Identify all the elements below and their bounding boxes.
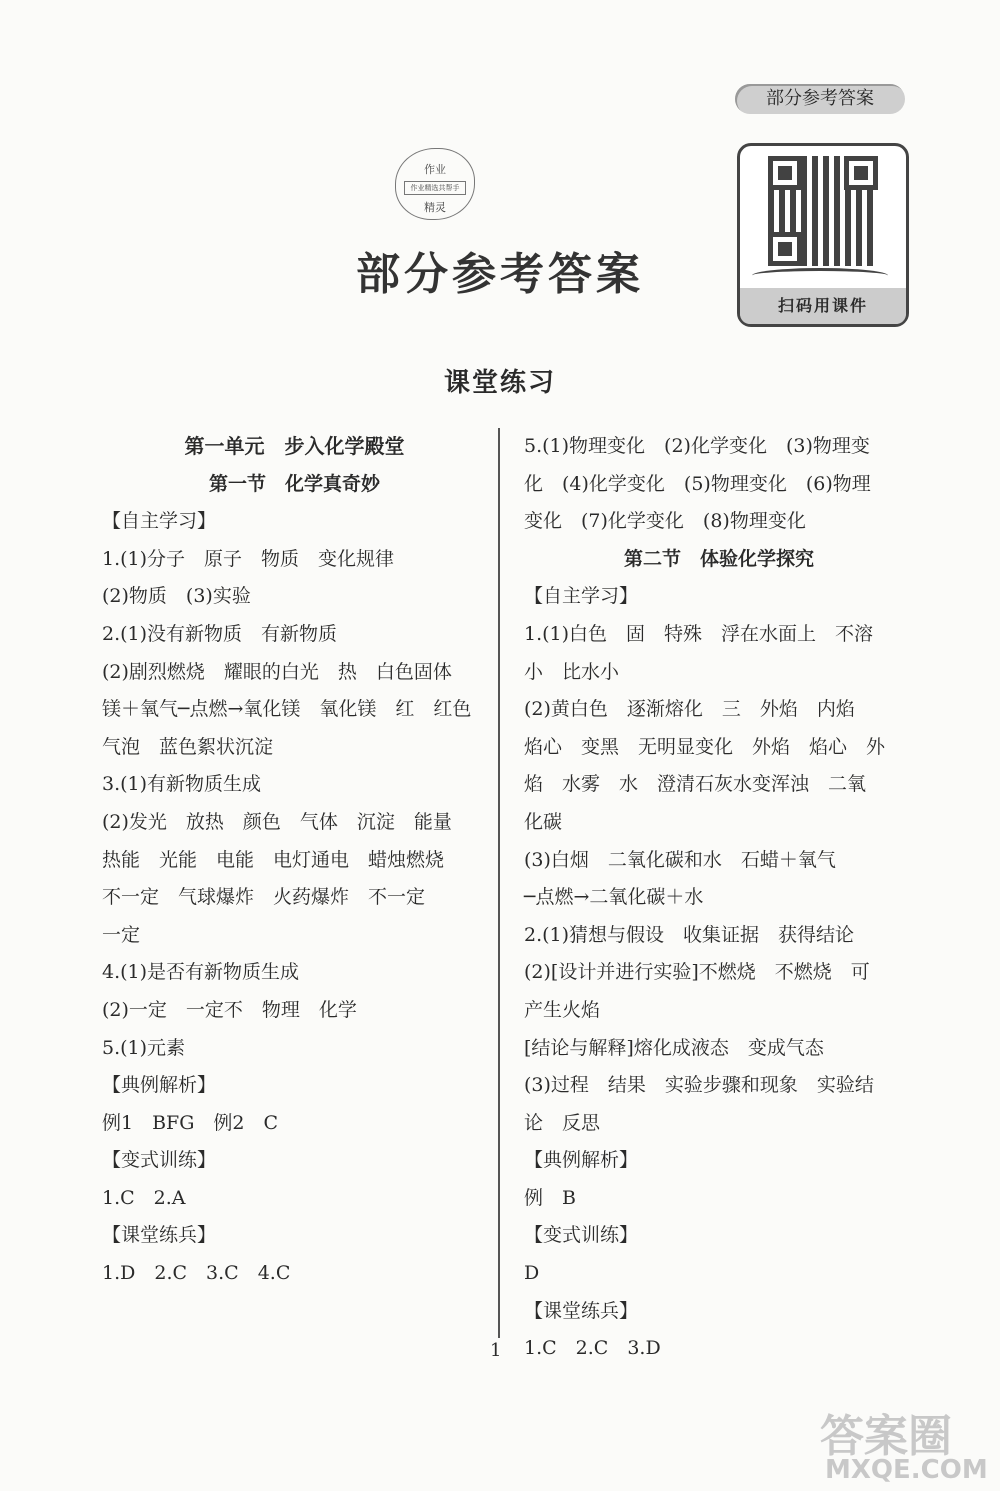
answer-line: 焰心 变黑 无明显变化 外焰 焰心 外 bbox=[524, 735, 886, 758]
answer-line: 变化 (7)化学变化 (8)物理变化 bbox=[524, 510, 806, 533]
watermark-logo: 答案圈 bbox=[820, 1411, 952, 1462]
answer-line: 【典例解析】 bbox=[524, 1149, 639, 1172]
qr-finder-icon bbox=[768, 156, 802, 190]
answer-line: 【课堂练兵】 bbox=[524, 1299, 639, 1322]
answer-line: 3.(1)有新物质生成 bbox=[102, 773, 262, 796]
watermark-url: MXQE.COM bbox=[825, 1455, 988, 1485]
answer-line: 化碳 bbox=[524, 810, 563, 833]
right-column bbox=[524, 428, 914, 1368]
answer-line: 4.(1)是否有新物质生成 bbox=[102, 961, 300, 984]
qr-label: 扫码用课件 bbox=[740, 288, 906, 324]
answer-line: 1.D 2.C 3.C 4.C bbox=[102, 1262, 291, 1285]
qr-code-box[interactable] bbox=[737, 143, 909, 327]
section-heading: 第一单元 步入化学殿堂 bbox=[184, 434, 405, 458]
answer-line: 1.(1)分子 原子 物质 变化规律 bbox=[102, 547, 395, 570]
answer-line: 化 (4)化学变化 (5)物理变化 (6)物理 bbox=[524, 472, 871, 495]
answer-line: (3)白烟 二氧化碳和水 石蜡＋氧气 bbox=[524, 848, 836, 871]
answer-line: (2)物质 (3)实验 bbox=[102, 585, 251, 608]
stamp-line3: 精灵 bbox=[424, 201, 446, 214]
section-heading: 第二节 体验化学探究 bbox=[623, 547, 814, 570]
answer-line: (3)过程 结果 实验步骤和现象 实验结 bbox=[524, 1074, 874, 1097]
answer-line: 镁＋氧气─点燃→氧化镁 氧化镁 红 红色 bbox=[102, 698, 472, 721]
qr-finder-icon bbox=[844, 156, 878, 190]
answer-line: [结论与解释]熔化成液态 变成气态 bbox=[524, 1036, 824, 1059]
answer-line: 5.(1)元素 bbox=[102, 1036, 186, 1059]
answer-line: 例1 BFG 例2 C bbox=[102, 1111, 279, 1134]
answer-line: 5.(1)物理变化 (2)化学变化 (3)物理变 bbox=[524, 435, 870, 457]
header-tab: 部分参考答案 bbox=[735, 84, 905, 114]
answer-line: 1.C 2.C 3.D bbox=[524, 1337, 661, 1360]
stamp-line1: 作业 bbox=[424, 163, 446, 176]
stamp-line2: 作业精选共帮手 bbox=[404, 181, 466, 195]
answer-line: 【自主学习】 bbox=[524, 585, 639, 608]
book-icon bbox=[752, 268, 888, 283]
answer-line: 热能 光能 电能 电灯通电 蜡烛燃烧 bbox=[102, 848, 445, 871]
answer-line: D bbox=[524, 1262, 540, 1285]
answer-line: ─点燃→二氧化碳＋水 bbox=[524, 886, 704, 909]
answer-line: 1.(1)白色 固 特殊 浮在水面上 不溶 bbox=[524, 622, 874, 645]
answer-line: 1.C 2.A bbox=[102, 1186, 186, 1209]
answer-line: 【课堂练兵】 bbox=[102, 1224, 217, 1247]
qr-code-icon[interactable] bbox=[768, 156, 878, 266]
page-title: 部分参考答案 bbox=[356, 249, 644, 300]
page-number: 1 bbox=[490, 1340, 502, 1361]
answer-line: 产生火焰 bbox=[524, 998, 601, 1021]
answer-line: 小 比水小 bbox=[524, 660, 620, 683]
answer-line: 气泡 蓝色絮状沉淀 bbox=[102, 735, 274, 758]
answer-line: 例 B bbox=[524, 1186, 576, 1209]
logo-stamp bbox=[395, 148, 475, 220]
answer-line: 论 反思 bbox=[524, 1111, 601, 1134]
answer-line: 焰 水雾 水 澄清石灰水变浑浊 二氧 bbox=[524, 773, 867, 796]
answer-line: 2.(1)猜想与假设 收集证据 获得结论 bbox=[524, 923, 855, 946]
answer-line: 一定 bbox=[102, 923, 141, 946]
section-title: 课堂练习 bbox=[443, 368, 556, 398]
answer-line: (2)发光 放热 颜色 气体 沉淀 能量 bbox=[102, 810, 452, 833]
column-divider bbox=[498, 428, 500, 1338]
answer-line: (2)剧烈燃烧 耀眼的白光 热 白色固体 bbox=[102, 660, 452, 683]
answer-line: (2)黄白色 逐渐熔化 三 外焰 内焰 bbox=[524, 698, 855, 721]
qr-finder-icon bbox=[768, 232, 802, 266]
answer-line: 2.(1)没有新物质 有新物质 bbox=[102, 622, 338, 645]
answer-line: (2)一定 一定不 物理 化学 bbox=[102, 998, 357, 1021]
answer-line: (2)[设计并进行实验]不燃烧 不燃烧 可 bbox=[524, 961, 870, 984]
section-heading: 第一节 化学真奇妙 bbox=[208, 472, 380, 495]
answer-line: 【变式训练】 bbox=[524, 1224, 639, 1247]
left-column bbox=[102, 428, 487, 1293]
answer-line: 不一定 气球爆炸 火药爆炸 不一定 bbox=[102, 886, 426, 909]
answer-line: 【自主学习】 bbox=[102, 510, 217, 533]
answer-line: 【变式训练】 bbox=[102, 1149, 217, 1172]
answer-line: 【典例解析】 bbox=[102, 1074, 217, 1097]
